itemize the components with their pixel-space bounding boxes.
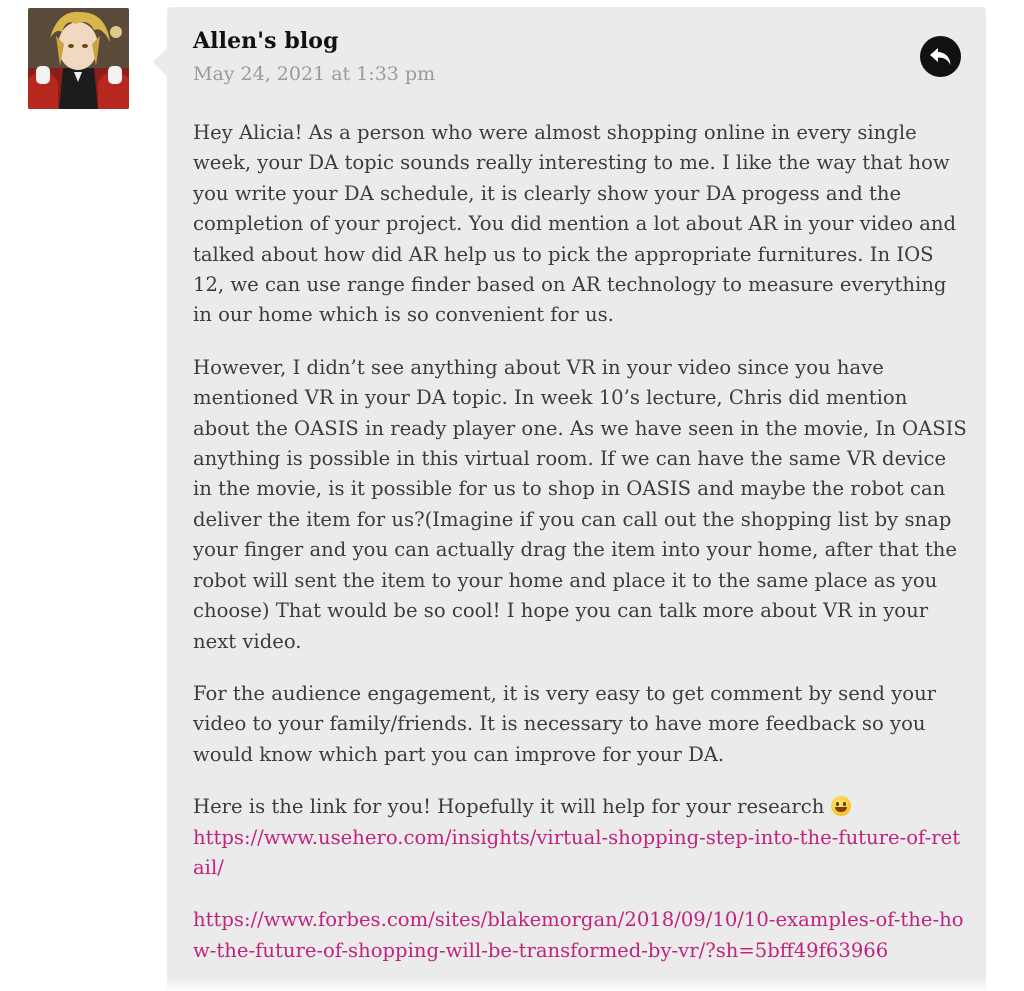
- reply-button[interactable]: [920, 36, 961, 77]
- usehero-link[interactable]: https://www.usehero.com/insights/virtual-shopping-step-into-the-future-of-retail/: [193, 825, 961, 879]
- forbes-link[interactable]: https://www.forbes.com/sites/blakemorgan/2018/09/10/10-examples-of-the-how-the-future-of-shopping-will-be-transformed-by-vr/?sh=5bff49f63966: [193, 908, 964, 962]
- comment-body: [193, 118, 968, 988]
- comment-paragraph: Hey Alicia! As a person who were almost shopping online in every single week, your DA topic sounds really interesting to me. I like the way that how you write your DA schedule, it is clearly show your DA progess and the completion of your project. You did mention a lot about AR in your video and talked about how did AR help us to pick the appropriate furnitures. In IOS 12, we can use range finder based on AR technology to measure everything in our home which is so convenient for us.: [193, 121, 957, 327]
- link-paragraph: [193, 905, 968, 966]
- comment-paragraph: However, I didn’t see anything about VR in your video since you have mentioned VR in your DA topic. In week 10’s lecture, Chris did mention about the OASIS in ready player one. As we have seen in the movie, In OASIS anything is possible in this virtual room. If we can have the same VR device in the movie, is it possible for us to shop in OASIS and maybe the robot can deliver the item for us?(Imagine if you can call out the shopping list by snap your finger and you can actually drag the item into your home, after that the robot will sent the item to your home and place it to the same place as you choose) That would be so cool! I hope you can talk more about VR in your next video.: [193, 355, 967, 653]
- comment-date[interactable]: May 24, 2021 at 1:33 pm: [193, 63, 436, 85]
- avatar-image: [28, 8, 129, 109]
- link-intro-text: Here is the link for you! Hopefully it will help for your research: [193, 795, 825, 819]
- link-paragraph: [193, 792, 968, 883]
- reply-arrow-icon: [929, 46, 953, 68]
- grinning-emoji-icon: [831, 796, 851, 816]
- comment-author[interactable]: Allen's blog: [193, 28, 339, 54]
- bubble-pointer: [153, 48, 167, 76]
- comment-paragraph: For the audience engagement, it is very easy to get comment by send your video to your family/friends. It is necessary to have more feedback so you would know which part you can improve for your DA.: [193, 681, 937, 766]
- avatar[interactable]: [28, 8, 129, 109]
- bottom-fade: [0, 976, 1024, 991]
